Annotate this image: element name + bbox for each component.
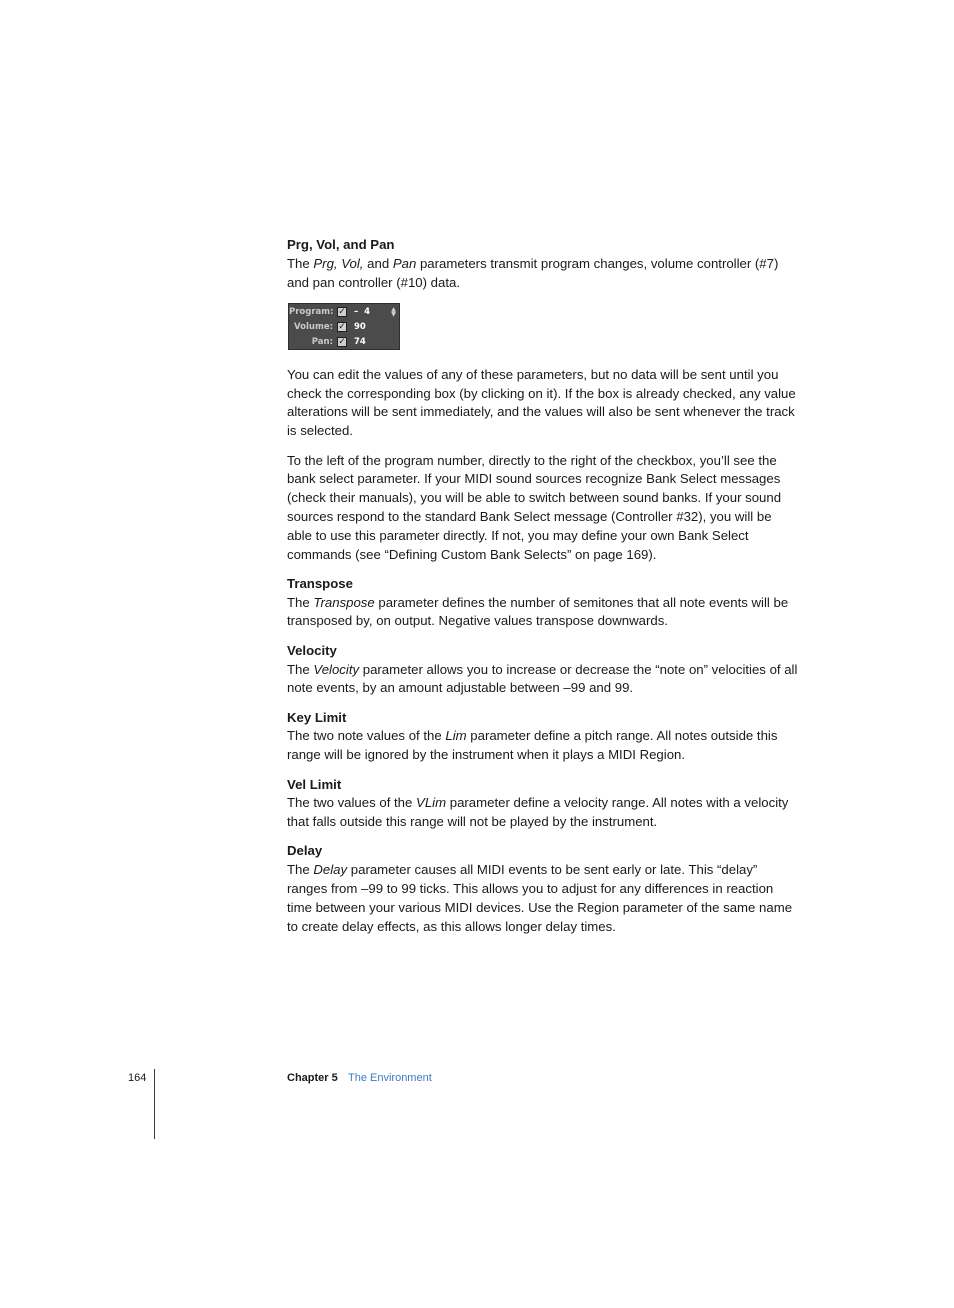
edit-values-section: [287, 366, 799, 441]
footer-divider: [154, 1069, 155, 1139]
section-heading: Transpose: [287, 575, 353, 591]
section-paragraph: [287, 661, 799, 699]
text-run: The: [287, 594, 314, 610]
text-run: The: [287, 862, 314, 878]
section-velocity: [287, 642, 799, 698]
chapter-title-link[interactable]: The Environment: [348, 1072, 432, 1084]
section-vel-limit: [287, 776, 799, 832]
section-delay: [287, 842, 799, 936]
parameter-name: Velocity: [313, 661, 360, 677]
text-run: parameter defines the number of semitones that all note events will be transposed by, on output. Negative values transpose downwards.: [287, 594, 789, 629]
text-run: The two note values of the: [287, 728, 446, 744]
text-run: The two values of the: [287, 795, 417, 811]
section-paragraph: [287, 594, 799, 632]
pan-checkbox[interactable]: ✓: [338, 337, 346, 348]
parameter-name: VLim: [416, 795, 447, 811]
parameter-name: Transpose: [313, 594, 375, 610]
section-paragraph: [287, 861, 799, 936]
page-body: [287, 236, 799, 947]
volume-checkbox[interactable]: ✓: [338, 322, 346, 333]
page-number: 164: [128, 1072, 147, 1084]
program-value[interactable]: – 4: [354, 307, 371, 317]
section-key-limit: [287, 709, 799, 765]
text-run: parameter define a pitch range. All notes outside this range will be ignored by the instrument when it plays a MIDI Region.: [287, 728, 778, 763]
section-transpose: [287, 575, 799, 631]
volume-value[interactable]: 90: [354, 322, 366, 332]
section-heading: Vel Limit: [287, 776, 342, 792]
pan-label: Pan:: [311, 337, 333, 347]
section-heading: Velocity: [287, 642, 337, 658]
pan-row: [289, 335, 399, 350]
midi-parameter-panel: [288, 303, 400, 350]
bank-select-section: [287, 452, 799, 565]
program-checkbox[interactable]: ✓: [338, 307, 346, 318]
section-paragraph: [287, 727, 799, 765]
parameter-name: Delay: [313, 862, 348, 878]
text-run: parameter causes all MIDI events to be sent early or late. This “delay” ranges from –99 to 99 ticks. This allows you to adjust for any differences in reaction time between your various MIDI devices. Use the Region parameter of the same name to create delay effects, as this allows longer delay times.: [287, 862, 793, 934]
section-paragraph: You can edit the values of any of these parameters, but no data will be sent until you check the corresponding box (by clicking on it). If the box is already checked, any value alterations will be sent immediately, and the values will also be sent whenever the track is selected.: [287, 366, 796, 439]
program-label: Program:: [289, 307, 334, 317]
text-run: parameter define a velocity range. All notes with a velocity that falls outside this range will not be played by the instrument.: [287, 795, 789, 830]
text-run: parameters transmit program changes, volume controller (#7) and pan controller (#10) data.: [287, 255, 779, 290]
text-run: parameter allows you to increase or decrease the “note on” velocities of all note events, by an amount adjustable between –99 and 99.: [287, 661, 798, 696]
section-paragraph: [287, 794, 799, 832]
text-run: The: [287, 255, 314, 271]
text-run: and: [363, 255, 393, 271]
pan-value[interactable]: 74: [354, 337, 366, 347]
text-run: The: [287, 661, 314, 677]
parameter-name: Lim: [445, 728, 467, 744]
parameter-name: Pan: [392, 255, 417, 271]
section-prg-vol-pan: [287, 236, 799, 292]
section-heading: Key Limit: [287, 709, 347, 725]
chapter-label: Chapter 5: [287, 1072, 338, 1084]
section-paragraph: To the left of the program number, directly to the right of the checkbox, you’ll see the bank select parameter. If your MIDI sound sources recognize Bank Select messages (check their manuals), you will be able to switch between sound banks. If your sound sources respond to the standard Bank Select message (Controller #32), you will be able to use this parameter directly. If not, you may define your own Bank Select commands (see “Defining Custom Bank Selects” on page 169).: [287, 452, 782, 562]
program-stepper-icon[interactable]: ▲ ▼: [391, 305, 396, 318]
section-paragraph: [287, 255, 799, 293]
volume-label: Volume:: [294, 322, 333, 332]
section-heading: Delay: [287, 843, 323, 859]
section-heading: Prg, Vol, and Pan: [287, 237, 395, 252]
parameter-name: Prg, Vol,: [313, 255, 364, 271]
